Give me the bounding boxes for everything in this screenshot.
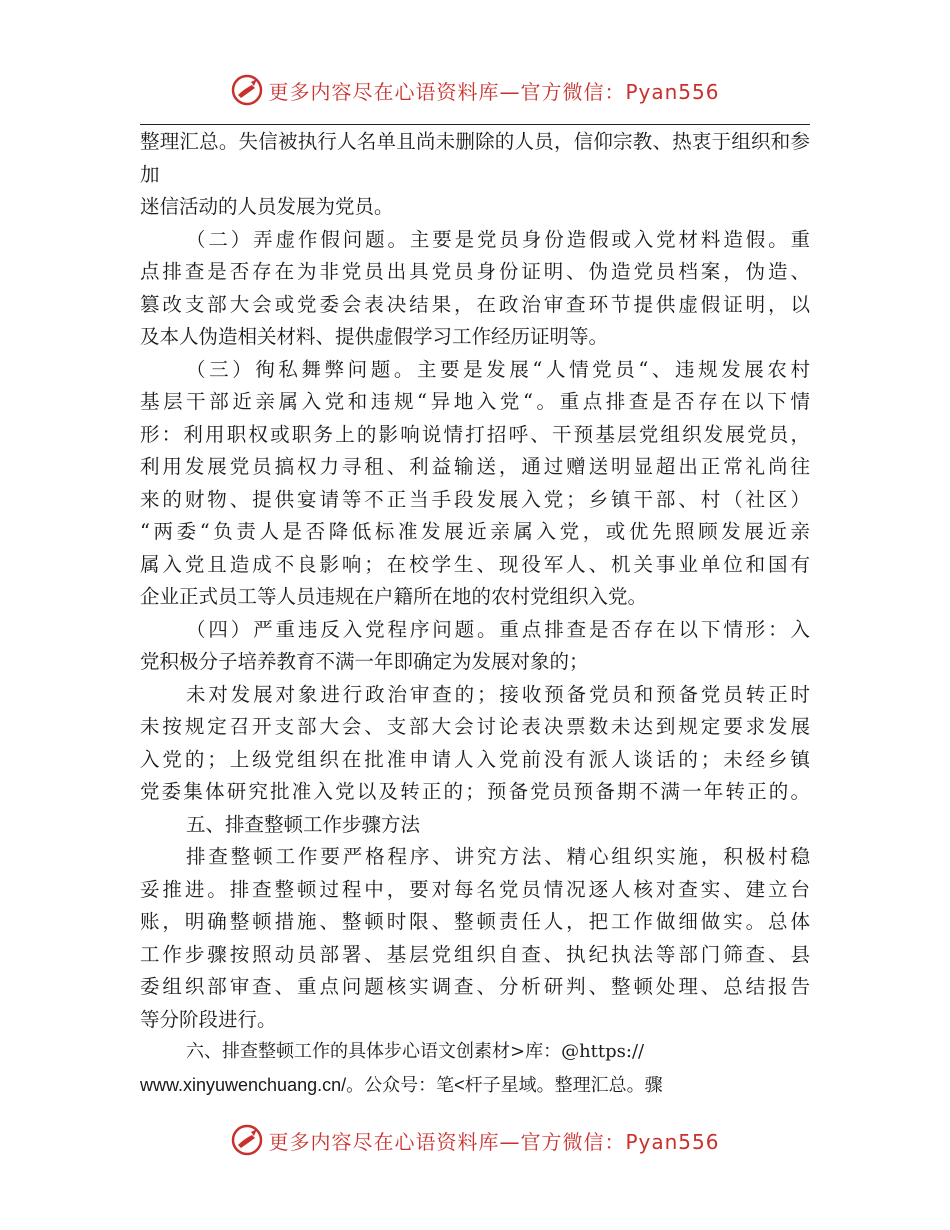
section-heading: 五、排查整顿工作步骤方法 <box>186 812 421 836</box>
banner-text: 更多内容尽在心语资料库—官方微信：Pyan556 <box>268 1129 720 1154</box>
header-rule <box>140 124 810 125</box>
text-line: “两委“负责人是否降低标准发展近亲属入党，或优先照顾发展近亲 <box>140 520 810 543</box>
text-line: 入党的；上级党组织在批准申请人入党前没有派人谈话的；未经乡镇 <box>140 747 810 771</box>
text-line: 迷信活动的人员发展为党员。 <box>140 195 394 218</box>
text-line: （二）弄虚作假问题。主要是党员身份造假或入党材料造假。重 <box>186 227 810 251</box>
footer-banner <box>0 1120 950 1160</box>
text-line: 委组织部审查、重点问题核实调查、分析研判、整顿处理、总结报告 <box>140 975 810 998</box>
text-line: 基层干部近亲属入党和违规“异地入党“。重点排查是否存在以下情 <box>140 390 810 413</box>
text-line: 及本人伪造相关材料、提供虚假学习工作经历证明等。 <box>140 325 609 348</box>
text-line: 党委集体研究批准入党以及转正的；预备党员预备期不满一年转正的。 <box>140 780 810 803</box>
red-book-pen-logo-icon <box>230 1123 264 1157</box>
text-line: 点排查是否存在为非党员出具党员身份证明、伪造党员档案，伪造、 <box>140 260 810 283</box>
header-banner <box>0 70 950 110</box>
text-line: 账，明确整顿措施、整顿时限、整顿责任人，把工作做细做实。总体 <box>140 910 810 933</box>
text-line: 排查整顿工作要严格程序、讲究方法、精心组织实施，积极村稳 <box>186 845 810 868</box>
text-line: 妥推进。排查整顿过程中，要对每名党员情况逐人核对查实、建立台 <box>140 877 810 901</box>
text-line: 属入党且造成不良影响；在校学生、现役军人、机关事业单位和国有 <box>140 552 810 576</box>
text-line: 整理汇总。失信被执行人名单且尚未删除的人员，信仰宗教、热衷于组织和参加 <box>140 130 810 186</box>
banner-text: 更多内容尽在心语资料库—官方微信：Pyan556 <box>268 79 720 104</box>
text-line: 未按规定召开支部大会、支部大会讨论表决票数未达到规定要求发展 <box>140 715 810 738</box>
text-line: 等分阶段进行。 <box>140 1007 277 1031</box>
text-line: 党积极分子培养教育不满一年即确定为发展对象的； <box>140 650 589 673</box>
text-line: 工作步骤按照动员部署、基层党组织自查、执纪执法等部门筛查、县 <box>140 942 810 966</box>
text-line: 篡改支部大会或党委会表决结果，在政治审查环节提供虚假证明，以 <box>140 292 810 316</box>
document-body <box>140 126 810 1101</box>
text-line: （四）严重违反入党程序问题。重点排查是否存在以下情形：入 <box>186 617 810 641</box>
url-line: www.xinyuwenchuang.cn/。公众号：笔<杆子星域。整理汇总。骤 <box>140 1074 663 1095</box>
text-line: 来的财物、提供宴请等不正当手段发展入党；乡镇干部、村（社区） <box>140 487 810 511</box>
red-book-pen-logo-icon <box>230 73 264 107</box>
text-line: （三）徇私舞弊问题。主要是发展“人情党员“、违规发展农村 <box>186 357 810 381</box>
text-line: 企业正式员工等人员违规在户籍所在地的农村党组织入党。 <box>140 585 648 608</box>
section-heading-with-url: 六、排查整顿工作的具体步心语文创素材>库：@https:// <box>186 1041 645 1062</box>
text-line: 利用发展党员搞权力寻租、利益输送，通过赠送明显超出正常礼尚往 <box>140 455 810 478</box>
text-line: 形：利用职权或职务上的影响说情打招呼、干预基层党组织发展党员， <box>140 422 810 446</box>
text-line: 未对发展对象进行政治审查的；接收预备党员和预备党员转正时 <box>186 682 810 706</box>
